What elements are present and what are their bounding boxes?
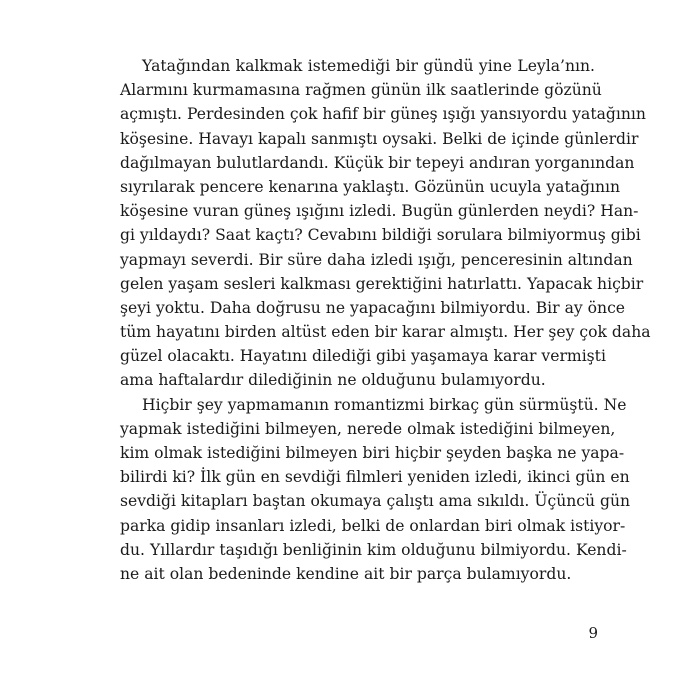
text-line: ama haftalardır dilediğinin ne olduğunu bulamıyordu.: [120, 371, 546, 390]
text-line: ne ait olan bedeninde kendine ait bir parça bulamıyordu.: [120, 564, 572, 583]
text-line: sıyrılarak pencere kenarına yaklaştı. Gözünün ucuyla yatağının: [120, 177, 621, 196]
text-line: Yatağından kalkmak istemediği bir gündü yine Leyla’nın.: [142, 57, 595, 75]
text-line: gi yıldaydı? Saat kaçtı? Cevabını bildiği sorulara bilmiyormuş gibi: [120, 226, 641, 245]
text-line: dağılmayan bulutlardandı. Küçük bir tepeyi andıran yorganından: [120, 153, 635, 172]
text-line: Hiçbir şey yapmamanın romantizmi birkaç gün sürmüştü. Ne: [142, 395, 627, 414]
paragraph-2: [120, 393, 631, 587]
text-line: Alarmını kurmamasına rağmen günün ilk saatlerinde gözünü: [120, 81, 602, 100]
text-line: köşesine. Havayı kapalı sanmıştı oysaki. Belki de içinde günlerdir: [120, 129, 639, 148]
text-line: sevdiği kitapları baştan okumaya çalıştı ama sıkıldı. Üçüncü gün: [120, 492, 631, 511]
text-line: köşesine vuran güneş ışığını izledi. Bugün günlerden neydi? Han-: [120, 202, 639, 221]
text-line: bilirdi ki? İlk gün en sevdiği filmleri yeniden izledi, ikinci gün en: [120, 468, 630, 487]
text-line: kim olmak istediğini bilmeyen biri hiçbir şeyden başka ne yapa-: [120, 444, 625, 462]
text-line: gelen yaşam sesleri kalkması gerektiğini hatırlattı. Yapacak hiçbir: [120, 274, 644, 293]
text-line: açmıştı. Perdesinden çok hafif bir güneş ışığı yansıyordu yatağının: [120, 105, 646, 124]
body-text: [120, 54, 651, 586]
text-line: şeyi yoktu. Daha doğrusu ne yapacağını bilmiyordu. Bir ay önce: [120, 298, 626, 317]
paragraph-1: [120, 54, 651, 393]
text-line: parka gidip insanları izledi, belki de onlardan biri olmak istiyor-: [120, 516, 626, 535]
text-line: yapmak istediğini bilmeyen, nerede olmak istediğini bilmeyen,: [120, 419, 616, 438]
text-line: yapmayı severdi. Bir süre daha izledi ışığı, penceresinin altından: [120, 250, 633, 269]
text-line: tüm hayatını birden altüst eden bir karar almıştı. Her şey çok daha: [120, 323, 651, 342]
text-line: güzel olacaktı. Hayatını dilediği gibi yaşamaya karar vermişti: [120, 347, 606, 366]
page-number: 9: [588, 624, 598, 642]
text-line: du. Yıllardır taşıdığı benliğinin kim olduğunu bilmiyordu. Kendi-: [120, 540, 627, 559]
